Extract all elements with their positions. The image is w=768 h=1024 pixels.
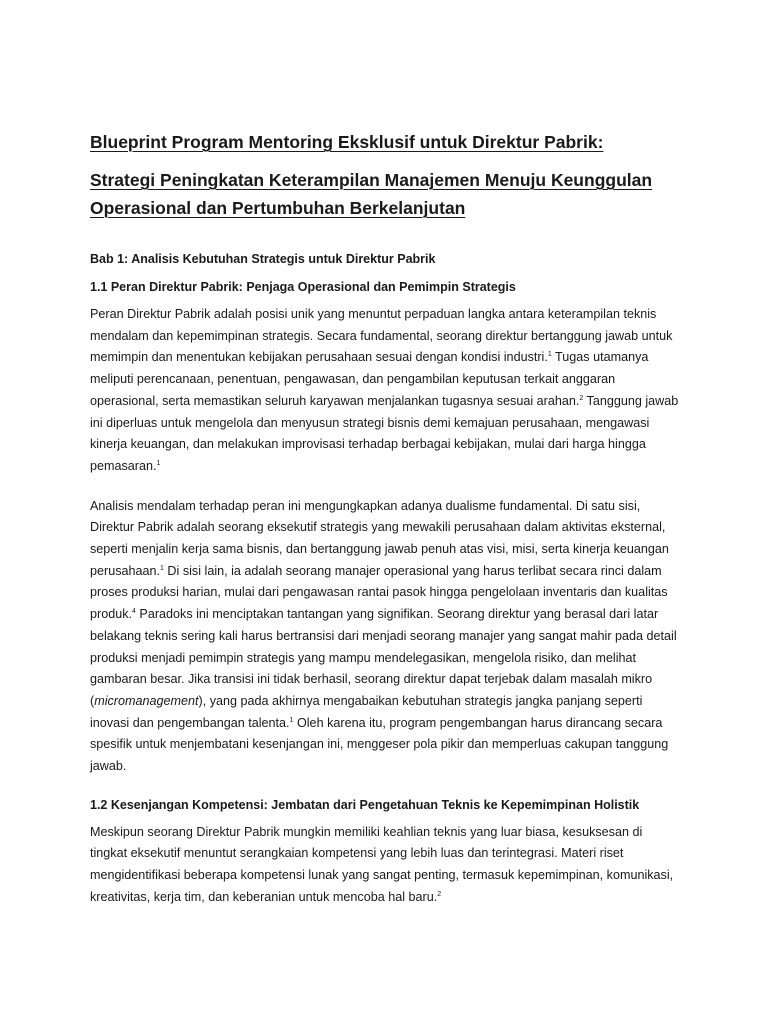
paragraph-2 <box>90 496 680 778</box>
paragraph-2-text-a: Analisis mendalam terhadap peran ini mengungkapkan adanya dualisme fundamental. Di satu sisi, Direktur Pabrik adalah seorang eksekutif strategis yang mewakili perusahaan dalam aktivitas eksternal, seperti menjalin kerja sama bisnis, dan bertanggung jawab penuh atas visi, misi, serta kinerja keuangan perusahaan. <box>90 498 669 578</box>
paragraph-3 <box>90 822 680 909</box>
footnote-ref: 1 <box>289 716 294 724</box>
paragraph-2-text-d: ), yang pada akhirnya mengabaikan kebutuhan strategis jangka panjang seperti inovasi dan pengembangan talenta. <box>90 693 643 730</box>
paragraph-1-text-a: Peran Direktur Pabrik adalah posisi unik yang menuntut perpaduan langka antara keterampilan teknis mendalam dan kepemimpinan strategis. Secara fundamental, seorang direktur bertanggung jawab untuk memimpin dan menentukan kebijakan perusahaan sesuai dengan kondisi industri. <box>90 307 673 365</box>
footnote-ref: 2 <box>437 890 442 898</box>
paragraph-2-text-b: Di sisi lain, ia adalah seorang manajer operasional yang harus terlibat secara rinci dalam proses produksi harian, mulai dari pengawasan rantai pasok hingga pengelolaan inventaris dan kualitas produk. <box>90 563 668 622</box>
section-heading-1-1: 1.1 Peran Direktur Pabrik: Penjaga Operasional dan Pemimpin Strategis <box>90 280 516 294</box>
footnote-ref: 1 <box>156 459 161 467</box>
paragraph-2-text-c: Paradoks ini menciptakan tantangan yang signifikan. Seorang direktur yang berasal dari latar belakang teknis sering kali harus bertransisi dari menjadi seorang manajer yang sangat mahir pada detail produksi menjadi pemimpin strategis yang mampu mendelegasikan, mengelola risiko, dan melihat gambaran besar. Jika transisi ini tidak berhasil, seorang direktur dapat terjebak dalam masalah mikro ( <box>90 607 677 708</box>
footnote-ref: 4 <box>132 607 136 615</box>
footnote-ref: 1 <box>547 351 552 359</box>
footnote-ref: 2 <box>579 394 584 402</box>
paragraph-1 <box>90 304 680 478</box>
document-page <box>90 128 680 909</box>
document-title-line-2: Strategi Peningkatan Keterampilan Manajemen Menuju Keunggulan Operasional dan Pertumbuhan Berkelanjutan <box>90 170 653 218</box>
paragraph-3-text-a: Meskipun seorang Direktur Pabrik mungkin memiliki keahlian teknis yang luar biasa, kesuksesan di tingkat eksekutif menuntut serangkaian kompetensi yang lebih luas dan terintegrasi. Materi riset mengidentifikasi beberapa kompetensi lunak yang sangat penting, termasuk kepemimpinan, komunikasi, kreativitas, kerja tim, dan keberanian untuk mencoba hal baru. <box>90 824 674 904</box>
chapter-heading: Bab 1: Analisis Kebutuhan Strategis untuk Direktur Pabrik <box>90 252 436 266</box>
document-title-line-1: Blueprint Program Mentoring Eksklusif untuk Direktur Pabrik: <box>90 132 604 152</box>
section-heading-1-2: 1.2 Kesenjangan Kompetensi: Jembatan dari Pengetahuan Teknis ke Kepemimpinan Holistik <box>90 797 640 812</box>
paragraph-2-text-e: Oleh karena itu, program pengembangan harus dirancang secara spesifik untuk menjembatani kesenjangan ini, menggeser pola pikir dan memperluas cakupan tanggung jawab. <box>90 715 669 774</box>
paragraph-1-text-b: Tugas utamanya meliputi perencanaan, penentuan, pengawasan, dan pengambilan keputusan terkait anggaran operasional, serta memastikan seluruh karyawan menjalankan tugasnya sesuai arahan. <box>90 350 649 408</box>
paragraph-1-text-c: Tanggung jawab ini diperluas untuk mengelola dan menyusun strategi bisnis demi kemajuan perusahaan, mengawasi kinerja keuangan, dan melakukan improvisasi terhadap berbagai kebijakan, mulai dari harga hingga pemasaran. <box>90 393 679 473</box>
footnote-ref: 1 <box>160 564 164 572</box>
emphasis-term: micromanagement <box>94 693 199 708</box>
